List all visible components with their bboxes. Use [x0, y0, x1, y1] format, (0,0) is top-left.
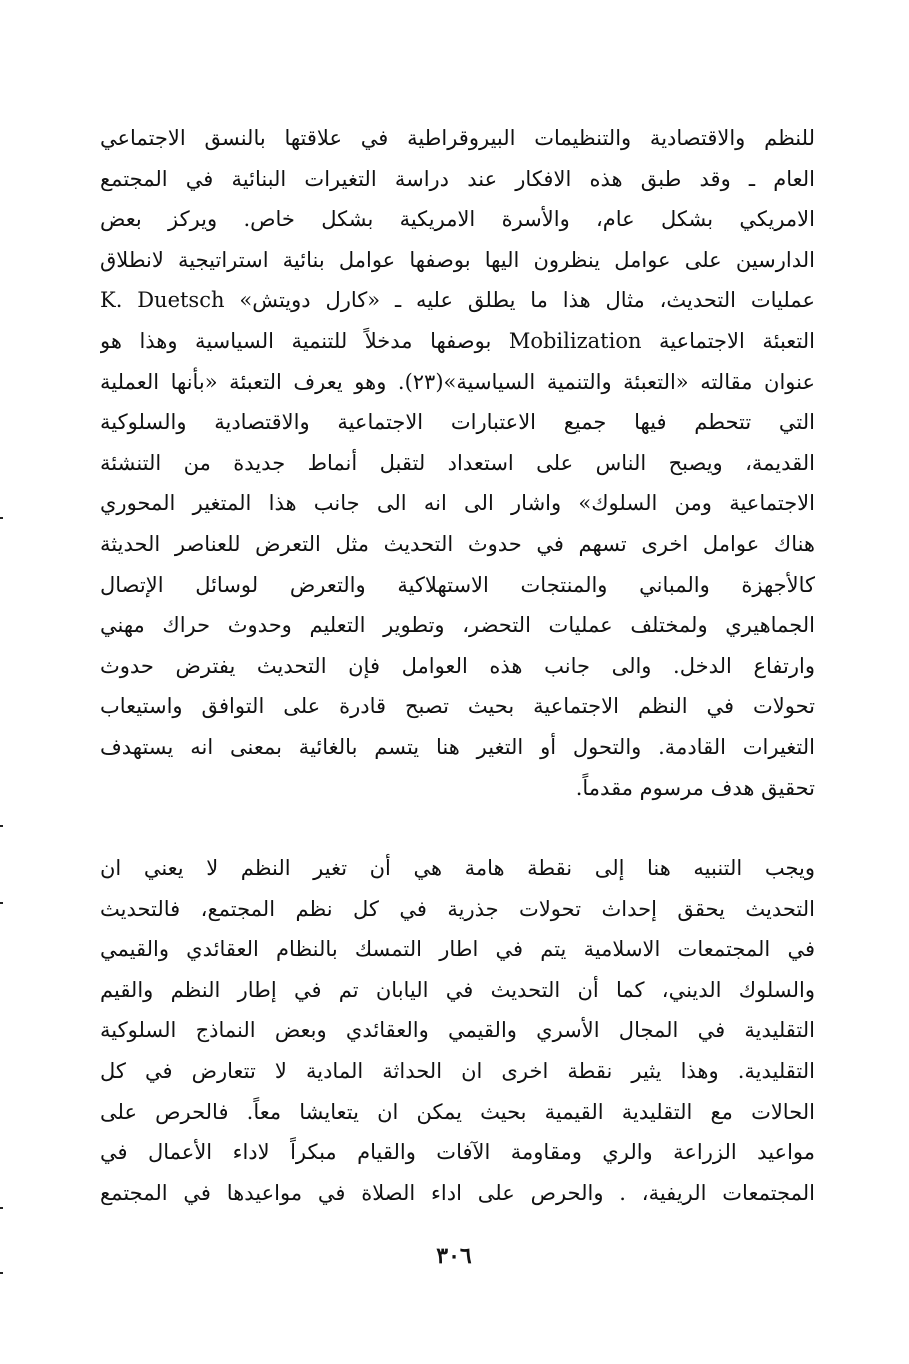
text-line: وارتفاع الدخل. والى جانب هذه العوامل فإن التحديث يفترض حدوث — [100, 653, 815, 678]
text-line: والسلوك الديني، كما أن التحديث في اليابان تم في إطار النظم والقيم — [100, 977, 815, 1002]
text-line: التعبئة الاجتماعية Mobilization بوصفها مدخلاً للتنمية السياسية وهذا هو — [100, 328, 815, 353]
text-line: للنظم والاقتصادية والتنظيمات البيروقراطية في علاقتها بالنسق الاجتماعي — [100, 126, 815, 150]
scan-margin-mark — [0, 517, 3, 519]
text-line: هناك عوامل اخرى تسهم في حدوث التحديث مثل التعرض للعناصر الحديثة — [100, 531, 815, 556]
text-line: مواعيد الزراعة والري ومقاومة الآفات والقيام مبكراً لاداء الأعمال في — [100, 1140, 815, 1165]
text-line: العام ـ وقد طبق هذه الافكار عند دراسة التغيرات البنائية في المجتمع — [100, 166, 815, 191]
text-line: التحديث يحقق إحداث تحولات جذرية في كل نظم المجتمع، فالتحديث — [100, 896, 815, 921]
text-line: تحقيق هدف مرسوم مقدماً. — [575, 775, 815, 800]
scan-margin-mark — [0, 1207, 3, 1209]
text-line: المجتمعات الريفية، . والحرص على اداء الصلاة في مواعيدها في المجتمع — [100, 1180, 815, 1205]
scan-margin-mark — [0, 902, 3, 904]
scan-margin-mark — [0, 825, 3, 827]
page-number: ٣٠٦ — [436, 1243, 472, 1269]
paragraph-2 — [100, 848, 815, 1213]
text-line: الامريكي بشكل عام، والأسرة الامريكية بشكل خاص. ويركز بعض — [100, 207, 815, 232]
text-line: كالأجهزة والمباني والمنتجات الاستهلاكية والتعرض لوسائل الإتصال — [100, 572, 815, 597]
text-line: الاجتماعية ومن السلوك» واشار الى انه الى جانب هذا المتغير المحوري — [100, 491, 815, 516]
text-line: عمليات التحديث، مثال هذا ما يطلق عليه ـ «كارل دويتش» K. Duetsch — [100, 288, 815, 313]
text-line: في المجتمعات الاسلامية يتم في اطار التمسك بالنظام العقائدي والقيمي — [100, 937, 815, 962]
text-line: عنوان مقالته «التعبئة والتنمية السياسية»(٢٣). وهو يعرف التعبئة «بأنها العملية — [100, 369, 815, 394]
text-line: التقليدية في المجال الأسري والقيمي والعقائدي وبعض النماذج السلوكية — [100, 1018, 815, 1043]
text-line: القديمة، ويصبح الناس على استعداد لتقبل أنماط جديدة من التنشئة — [100, 450, 815, 475]
text-line: ويجب التنبيه هنا إلى نقطة هامة هي أن تغير النظم لا يعني ان — [100, 856, 815, 880]
text-line: الحالات مع التقليدية القيمية بحيث يمكن ان يتعايشا معاً. فالحرص على — [100, 1099, 815, 1124]
text-line: الدارسين على عوامل ينظرون اليها بوصفها عوامل بنائية استراتيجية لانطلاق — [100, 247, 815, 272]
text-line: الجماهيري ولمختلف عمليات التحضر، وتطوير التعليم وحدوث حراك مهني — [100, 613, 815, 638]
paragraph-1 — [100, 118, 815, 808]
text-line: التغيرات القادمة. والتحول أو التغير هنا يتسم بالغائية بمعنى انه يستهدف — [100, 734, 815, 759]
text-line: التي تتحطم فيها جميع الاعتبارات الاجتماعية والاقتصادية والسلوكية — [100, 410, 815, 435]
text-line: التقليدية. وهذا يثير نقطة اخرى ان الحداثة المادية لا تتعارض في كل — [100, 1058, 815, 1083]
scan-margin-mark — [0, 1272, 3, 1274]
text-line: تحولات في النظم الاجتماعية بحيث تصبح قادرة على التوافق واستيعاب — [100, 694, 815, 719]
